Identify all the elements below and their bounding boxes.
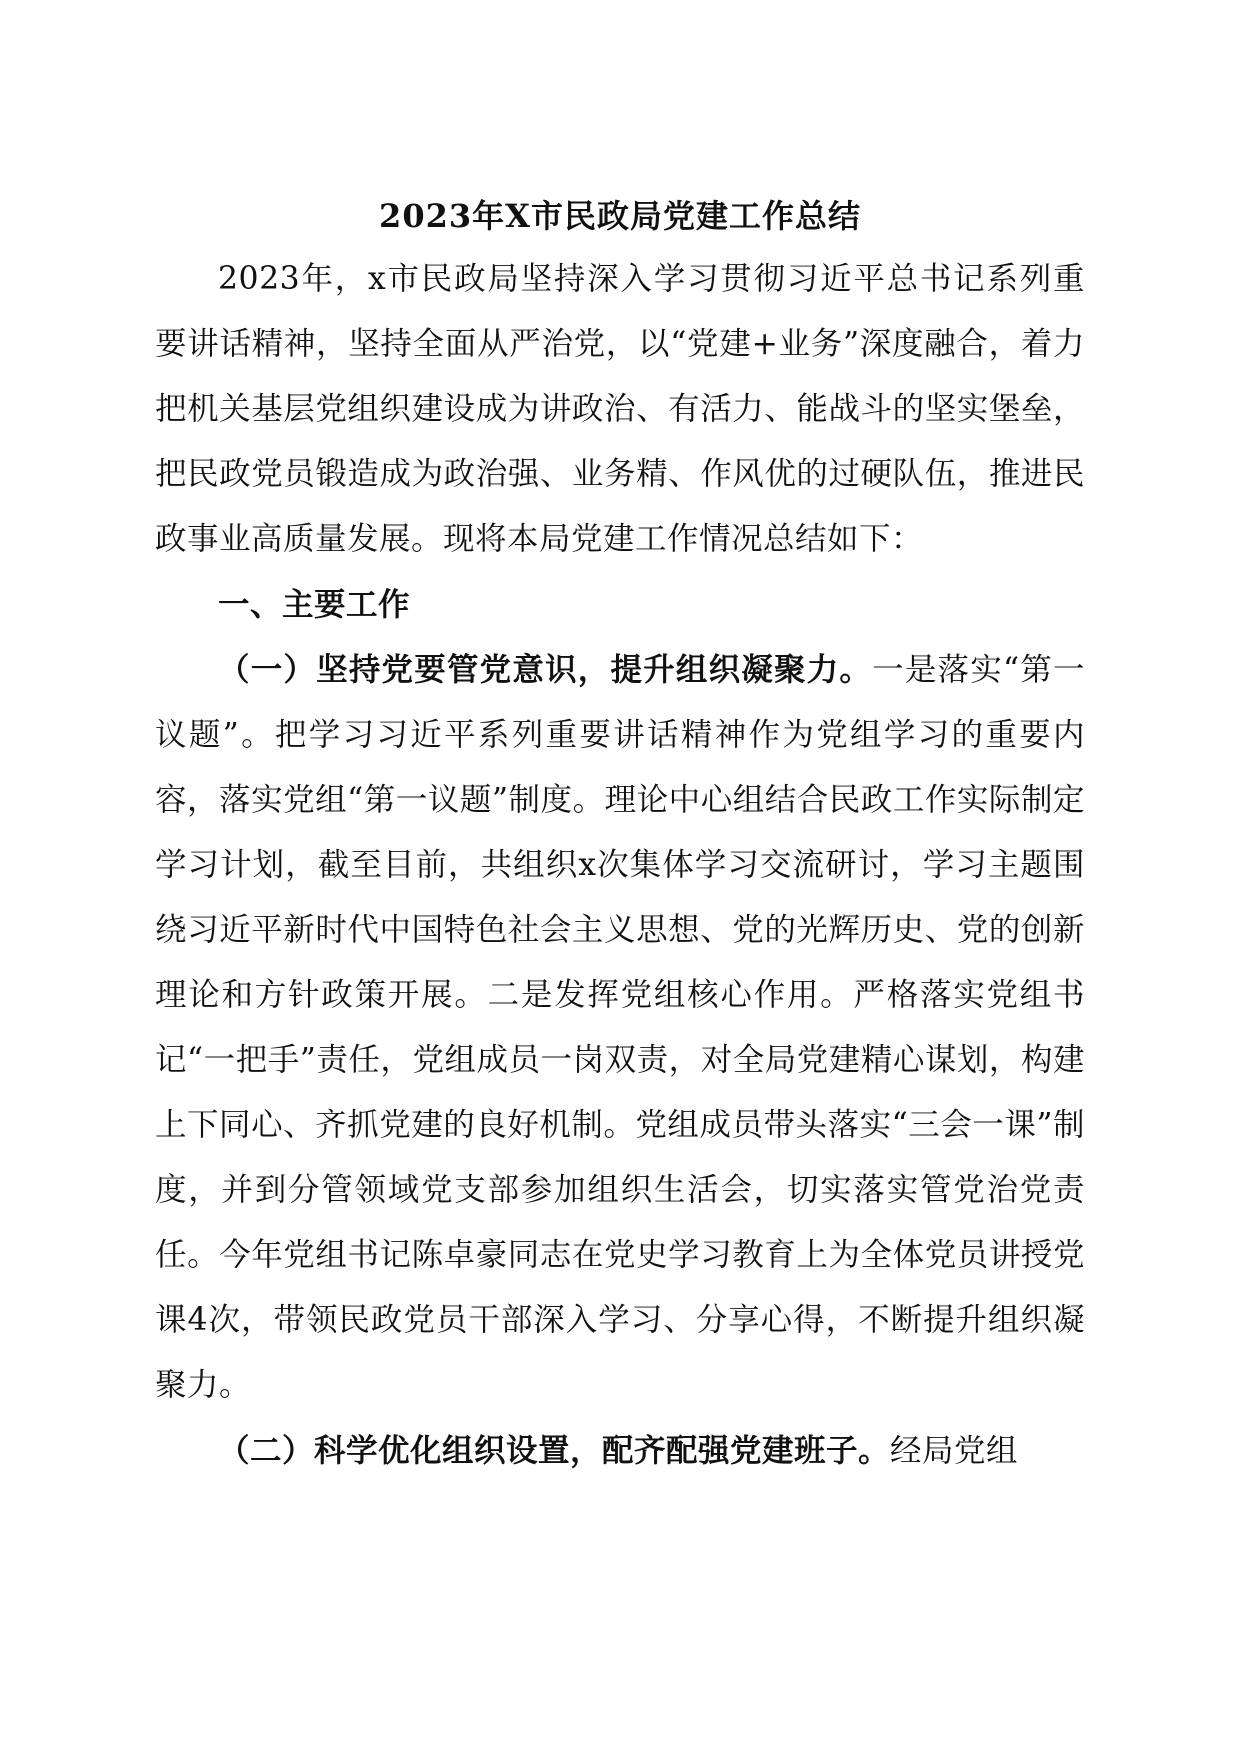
document-body — [155, 247, 1085, 1484]
section-heading-text: 一、主要工作 — [218, 586, 411, 623]
item-paragraph-2 — [155, 1418, 1085, 1484]
item-heading-2: （二）科学优化组织设置，配齐配强党建班子。 — [218, 1432, 891, 1469]
item-body-2: 经局党组 — [890, 1433, 1019, 1469]
document-title: 2023年X市民政局党建工作总结 — [379, 197, 861, 235]
item-body-1: 一是落实“第一议题”。把学习习近平系列重要讲话精神作为党组学习的重要内容，落实党组“第一议题”制度。理论中心组结合民政工作实际制定学习计划，截至目前，共组织x次集体学习交流研讨，学习主题围绕习近平新时代中国特色社会主义思想、党的光辉历史、党的创新理论和方针政策开展。二是发挥党组核心作用。严格落实党组书记“一把手”责任，党组成员一岗双责，对全局党建精心谋划，构建上下同心、齐抓党建的良好机制。党组成员带头落实“三会一课”制度，并到分管领域党支部参加组织生活会，切实落实管党治党责任。今年党组书记陈卓豪同志在党史学习教育上为全体党员讲授党课4次，带领民政党员干部深入学习、分享心得，不断提升组织凝聚力。 — [155, 652, 1085, 1403]
item-paragraph-1 — [155, 637, 1085, 1418]
intro-paragraph: 2023年，x市民政局坚持深入学习贯彻习近平总书记系列重要讲话精神，坚持全面从严治党，以“党建+业务”深度融合，着力把机关基层党组织建设成为讲政治、有活力、能战斗的坚实堡垒，把民政党员锻造成为政治强、业务精、作风优的过硬队伍，推进民政事业高质量发展。现将本局党建工作情况总结如下： — [155, 261, 1085, 557]
section-heading — [155, 572, 1085, 637]
item-heading-1: （一）坚持党要管党意识，提升组织凝聚力。 — [218, 651, 873, 688]
